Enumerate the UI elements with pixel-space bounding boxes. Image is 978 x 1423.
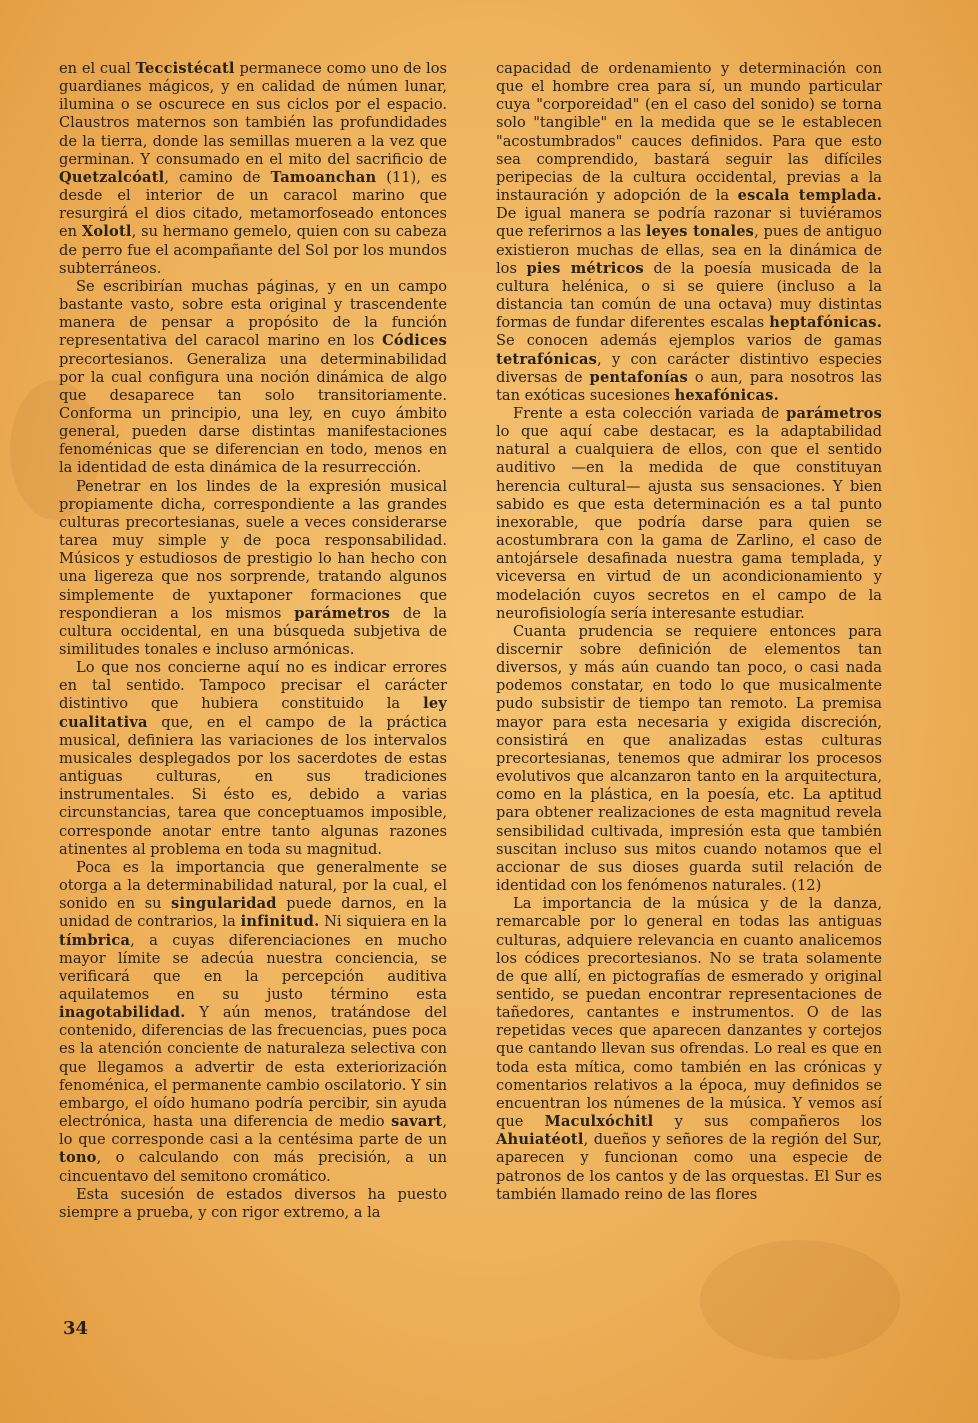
text-run: Lo que nos concierne aquí no es indicar errores en tal sentido. Tampoco precisar el carácter distintivo que hubiera constituido la xyxy=(59,659,447,713)
left-text-column xyxy=(59,60,447,1222)
emphasized-term: escala templada. xyxy=(737,187,882,205)
emphasized-term: tetrafónicas xyxy=(496,350,598,368)
emphasized-term: Códices xyxy=(382,332,447,350)
text-run: , su hermano gemelo, quien con su cabeza de perro fue el acompañante del Sol por los mundos subterráneos. xyxy=(59,223,447,277)
emphasized-term: Tamoanchan xyxy=(270,168,377,186)
text-run: (11), es desde el interior de un caracol marino que resurgirá el dios citado, metamorfoseado entonces en xyxy=(59,168,447,241)
paragraph xyxy=(59,859,447,1186)
text-run: capacidad de ordenamiento y determinación con que el hombre crea para sí, un mundo particular cuya "corporeidad" (en el caso del sonido) se torna solo "tangible" en la medida que se le establecen "acostumbrados" cauces definidos. Para que esto sea comprendido, bastará seguir las difíciles peripecias de la cultura occidental, previas a la instauración y adopción de la xyxy=(496,60,882,205)
text-run: precortesianos. Generaliza una determinabilidad por la cual configura una noción dinámica de algo que desaparece tan solo transitoriamente. Conforma un principio, una ley, en cuyo ámbito general, pueden darse distintas manifestaciones fenoménicas que se diferencian en todo, menos en la identidad de esta dinámica de la resurrección. xyxy=(59,350,447,477)
emphasized-term: infinitud. xyxy=(240,913,320,931)
text-run: permanece como uno de los guardianes mágicos, y en calidad de númen lunar, ilumina o se oscurece en sus ciclos por el espacio. Claustros maternos son también las profundidades de la tierra, donde las semillas mueren a la vez que germinan. Y consumado en el mito del sacrificio de xyxy=(59,60,448,168)
text-run: lo que aquí cabe destacar, es la adaptabilidad natural a cualquiera de ellos, con que el sentido auditivo —en la medida de que constituyan herencia cultural— ajusta sus sensaciones. Y bien sabido es que esta determinación es a tal punto inexorable, que podría darse para quien se acostumbrara con la gama de Zarlino, el caso de antojársele desafinada nuestra gama templada, y viceversa en virtud de un acondicionamiento y modelación cuyos secretos en el campo de la neurofisiología sería interesante estudiar. xyxy=(496,423,882,622)
emphasized-term: hexafónicas. xyxy=(674,386,779,404)
text-run: o aun, para nosotros las tan exóticas sucesiones xyxy=(496,368,882,404)
emphasized-term: pies métricos xyxy=(526,259,644,277)
text-run: De igual manera se podría razonar si tuviéramos que referirnos a las xyxy=(496,205,882,241)
emphasized-term: singularidad xyxy=(171,895,277,913)
paragraph xyxy=(496,60,882,405)
text-run: Y aún menos, tratándose del contenido, diferencias de las frecuencias, pues poca es la atención conciente de naturaleza selectiva con que llegamos a advertir de esta exteriorización fenoménica, el permanente cambio oscilatorio. Y sin embargo, el oído humano podría percibir, sin ayuda electrónica, hasta una diferencia de medio xyxy=(59,1004,447,1131)
paragraph xyxy=(59,659,447,859)
text-run: , a cuyas diferenciaciones en mucho mayor límite se adecúa nuestra conciencia, se verificará que en la percepción auditiva aquilatemos en su justo término esta xyxy=(59,931,447,1003)
paragraph xyxy=(496,405,882,623)
text-run: Cuanta prudencia se requiere entonces para discernir sobre definición de elementos tan diversos, y más aún cuando tan poco, o casi nada podemos constatar, en todo lo que musicalmente pudo subsistir de tiempo tan remoto. La premisa mayor para esta necesaria y exigida discreción, consistirá en que analizadas estas culturas precortesianas, tenemos que admirar los procesos evolutivos que alcanzaron tanto en la arquitectura, como en la plástica, en la poesía, etc. La aptitud para obtener realizaciones de esta magnitud revela sensibilidad cultivada, impresión esta que también suscitan incluso sus mitos cuando notamos que el accionar de sus dioses guarda sutil relación de identidad con los fenómenos naturales. (12) xyxy=(496,622,882,895)
paragraph xyxy=(496,623,882,895)
emphasized-term: Ahuiatéotl xyxy=(496,1131,584,1149)
emphasized-term: Quetzalcóatl xyxy=(59,168,165,186)
paragraph xyxy=(59,1186,447,1222)
emphasized-term: heptafónicas. xyxy=(769,314,882,332)
text-run: y sus compañeros los xyxy=(653,1113,882,1131)
text-run: de la cultura occidental, en una búsqueda subjetiva de similitudes tonales e incluso armónicas. xyxy=(59,604,447,658)
emphasized-term: parámetros xyxy=(786,404,882,422)
emphasized-term: tono xyxy=(59,1149,97,1167)
emphasized-term: Maculxóchitl xyxy=(544,1113,654,1131)
paper-stain xyxy=(700,1240,900,1360)
text-run: , y con carácter distintivo especies diversas de xyxy=(496,350,882,386)
text-run: , dueños y señores de la región del Sur, aparecen y funcionan como una especie de patronos de los cantos y de las orquestas. El Sur es también llamado reino de las flores xyxy=(496,1131,882,1203)
paragraph xyxy=(59,60,447,278)
right-text-column xyxy=(496,60,882,1204)
emphasized-term: savart xyxy=(391,1113,443,1131)
emphasized-term: leyes tonales xyxy=(645,223,755,241)
emphasized-term: parámetros xyxy=(294,604,391,622)
text-run: La importancia de la música y de la danza, remarcable por lo general en todas las antiguas culturas, adquiere relevancia en cuanto analicemos los códices precortesianos. No se trata solamente de que allí, en pictografías de esmerado y original sentido, se puedan encontrar representaciones de tañedores, cantantes e instrumentos. O de las repetidas veces que aparecen danzantes y cortejos que cantando llevan sus ofrendas. Lo real es que en toda esta mítica, como también en las crónicas y comentarios relativos a la época, muy definidos se encuentran los númenes de la música. Y vemos así que xyxy=(496,895,882,1131)
paragraph xyxy=(59,278,447,478)
text-run: en el cual xyxy=(59,60,136,77)
text-run: Penetrar en los lindes de la expresión musical propiamente dicha, correspondiente a las grandes culturas precortesianas, suele a veces considerarse tarea muy simple y de poca responsabilidad. Músicos y estudiosos de prestigio lo han hecho con una ligereza que nos sorprende, tratando algunos simplemente de yuxtaponer formaciones que respondieran a los mismos xyxy=(59,477,447,622)
emphasized-term: tímbrica xyxy=(59,931,131,949)
emphasized-term: inagotabilidad. xyxy=(59,1004,186,1022)
emphasized-term: Xolotl xyxy=(81,223,132,241)
text-run: , camino de xyxy=(164,168,271,186)
text-run: Se conocen además ejemplos varios de gamas xyxy=(496,332,882,350)
text-run: de la poesía musicada de la cultura helénica, o si se quiere (incluso a la distancia tan común de una octava) muy distintas formas de fundar diferentes escalas xyxy=(496,259,882,332)
text-run: Frente a esta colección variada de xyxy=(513,404,787,422)
text-run: que, en el campo de la práctica musical, definiera las variaciones de los intervalos musicales desplegados por los sacerdotes de estas antiguas culturas, en sus tradiciones instrumentales. Si ésto es, debido a varias circunstancias, tarea que conceptuamos imposible, corresponde anotar entre tanto algunas razones atinentes al problema en toda su magnitud. xyxy=(59,713,447,858)
paragraph xyxy=(59,478,447,660)
text-run: , o calculando con más precisión, a un cincuentavo del semitono cromático. xyxy=(59,1149,447,1185)
paragraph xyxy=(496,895,882,1204)
text-run: puede darnos, en la unidad de contrarios, la xyxy=(59,895,447,931)
text-run: , pues de antiguo existieron muchas de ellas, sea en la dinámica de los xyxy=(496,223,883,277)
text-run: , lo que corresponde casi a la centésima parte de un xyxy=(59,1113,447,1149)
emphasized-term: pentafonías xyxy=(589,368,688,386)
emphasized-term: Teccistécatl xyxy=(135,60,235,77)
text-run: Poca es la importancia que generalmente se otorga a la determinabilidad natural, por la cual, el sonido en su xyxy=(59,858,447,913)
text-run: Esta sucesión de estados diversos ha puesto siempre a prueba, y con rigor extremo, a la xyxy=(59,1185,447,1221)
text-run: Se escribirían muchas páginas, y en un campo bastante vasto, sobre esta original y trascendente manera de pensar a propósito de la función representativa del caracol marino en los xyxy=(59,277,447,350)
emphasized-term: ley cualitativa xyxy=(59,695,447,731)
page-number: 34 xyxy=(63,1318,89,1339)
text-run: Ni siquiera en la xyxy=(319,913,447,931)
